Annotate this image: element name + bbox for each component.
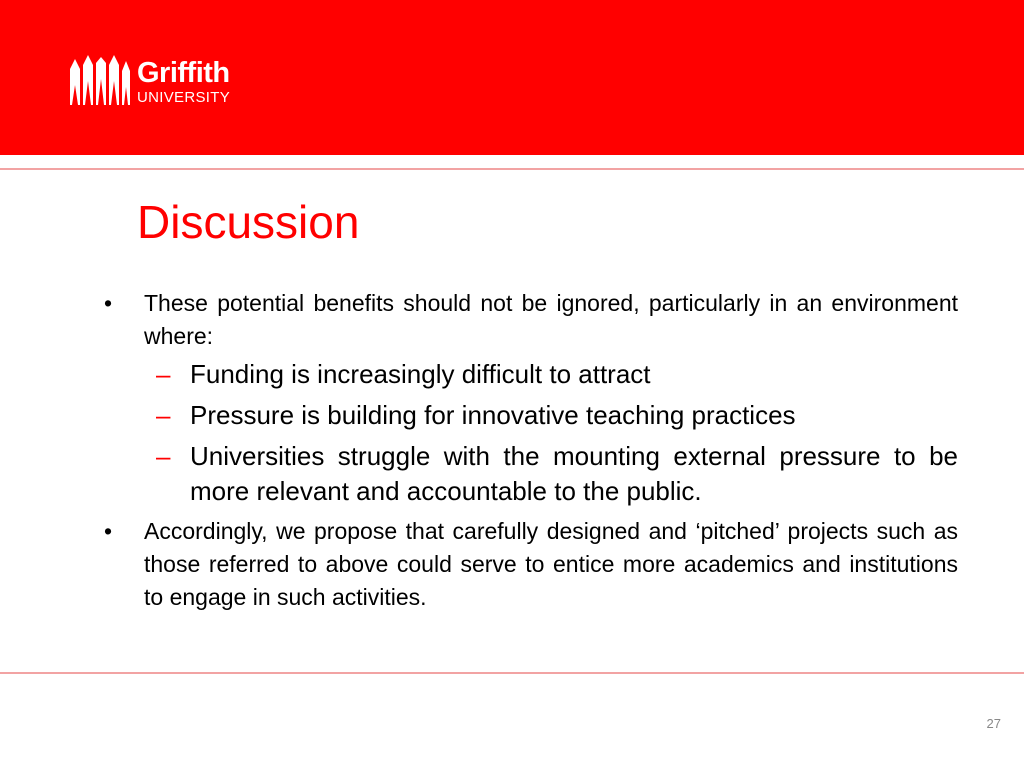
- sub-item: [154, 357, 958, 392]
- logo-name: Griffith: [137, 57, 230, 89]
- sub-item-text: Funding is increasingly difficult to attract: [190, 359, 651, 389]
- bullet-text: These potential benefits should not be ignored, particularly in an environment where:: [144, 290, 958, 349]
- bullet-item: [102, 515, 958, 614]
- bullet-marker: •: [104, 290, 113, 316]
- logo-wordmark: [137, 59, 230, 105]
- bullet-marker: •: [104, 518, 113, 544]
- slide-content: [102, 287, 958, 614]
- dash-marker: –: [156, 441, 171, 471]
- slide-title: Discussion: [137, 196, 360, 248]
- bottom-divider: [0, 672, 1024, 674]
- dash-marker: –: [156, 359, 171, 389]
- top-divider: [0, 168, 1024, 170]
- bullet-item: [102, 287, 958, 353]
- sub-item: [154, 398, 958, 433]
- griffith-logo: [68, 55, 230, 109]
- header-band: [0, 0, 1024, 155]
- sub-list: [102, 357, 958, 509]
- griffith-crest-icon: [68, 55, 132, 109]
- sub-item-text: Universities struggle with the mounting external pressure to be more relevant and accountable to the public.: [190, 441, 958, 506]
- page-number: 27: [986, 716, 1001, 731]
- bullet-text: Accordingly, we propose that carefully designed and ‘pitched’ projects such as those referred to above could serve to entice more academics and institutions to engage in such activities.: [144, 518, 958, 610]
- logo-subtitle: UNIVERSITY: [137, 89, 231, 106]
- sub-item-text: Pressure is building for innovative teaching practices: [190, 400, 796, 430]
- dash-marker: –: [156, 400, 171, 430]
- sub-item: [154, 439, 958, 509]
